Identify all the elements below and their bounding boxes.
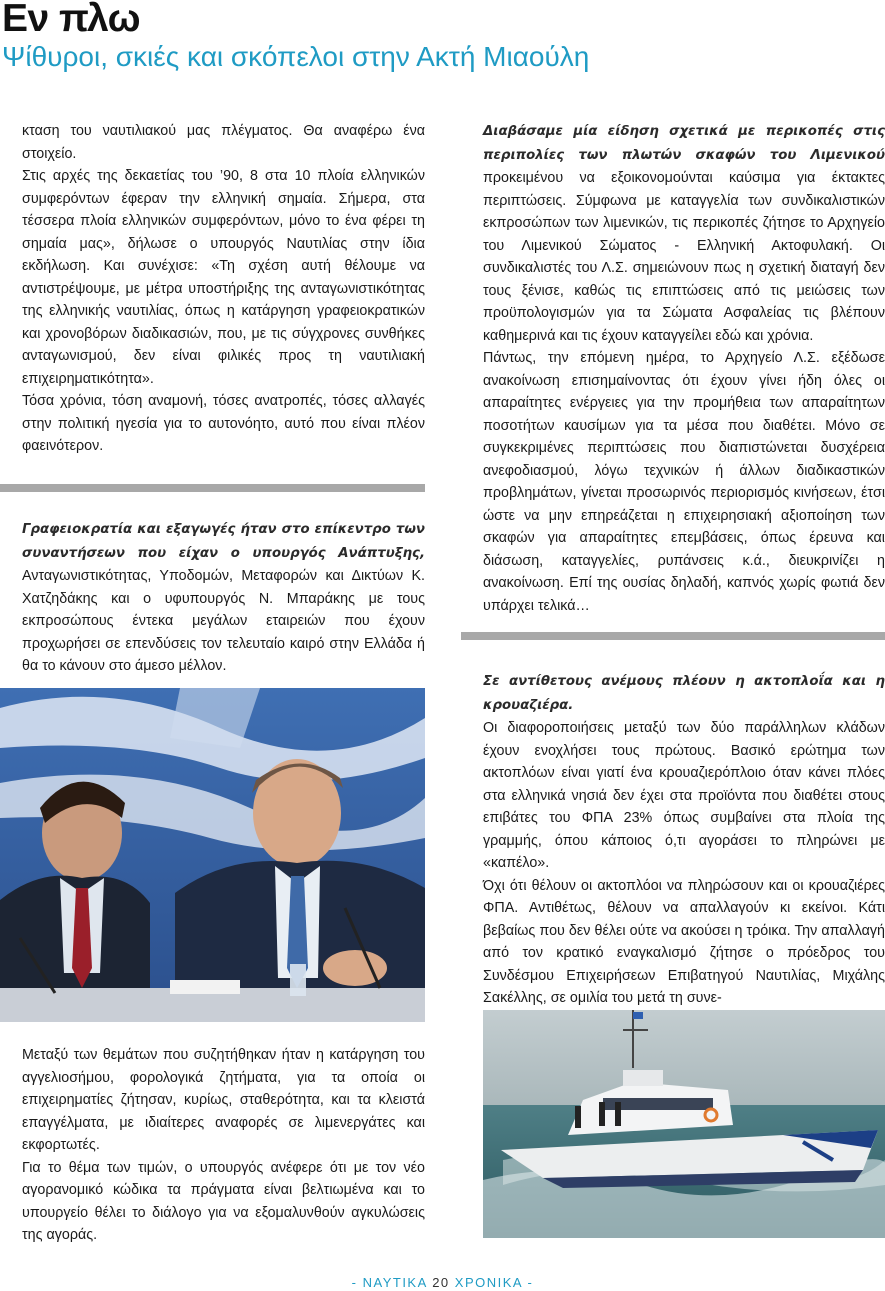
left-closing-text	[22, 1044, 425, 1247]
page-number: 20	[432, 1275, 450, 1290]
section-subtitle: Ψίθυροι, σκιές και σκόπελοι στην Ακτή Μιαούλη	[2, 41, 590, 72]
paragraph: Οι διαφοροποιήσεις μεταξύ των δύο παράλληλων κλάδων έχουν ενοχλήσει τους πρώτους. Βασικό ερώτημα των ακτοπλόων είναι γιατί ένα κρουαζιερόπλοιο όταν κάνει πλόες στα ελληνικά νησιά δεν έχει στα προϊόντα που διαθέτει στους επιβάτες του ΦΠΑ 23% όπως συμβαίνει στα πλοία της γραμμής, όπου κάποιος ό,τι αγοράσει το πληρώνει με «καπέλο».	[483, 720, 885, 871]
paragraph: κταση του ναυτιλιακού μας πλέγματος. Θα αναφέρω ένα στοιχείο.	[22, 123, 425, 162]
story-lead-tail: προκειμένου να εξοικονομούνται καύσιμα για έκτακτες περιπτώσεις. Σύμφωνα με καταγγελία των συνδικαλιστικών εκπροσώπων των λιμενικών, τις περικοπές ζήτησε το Αρχηγείο του Λιμενικού Σώματος - Ελληνική Ακτοφυλακή. Οι συνδικαλιστές του Λ.Σ. σημειώνουν πως η σχετική διαταγή δεν τους ξένισε, καθώς τις επιπτώσεις από τις μειώσεις των προϋπολογισμών για τα Σώματα Ασφαλείας τις βλέπουν καθημερινά και τις έχουν καταγγείλει εδώ και χρόνια.	[483, 170, 885, 344]
story-lead-para	[461, 670, 885, 717]
story-text	[461, 120, 885, 347]
paragraph: Πάντως, την επόμενη ημέρα, το Αρχηγείο Λ.Σ. εξέδωσε ανακοίνωση επισημαίνοντας ότι έχουν γίνει ήδη όλες οι απαραίτητες ενέργειες για την προμήθεια των απαραίτητων ποσοτήτων καυσίμων για τα μέσα που διαθέτει. Μόνο σε συγκεκριμένες περιπτώσεις που διαπιστώνεται δυσχέρεια ανεφοδιασμού, λόγω τεχνικών ή άλλων διαδικαστικών προβλημάτων, γίνεται προσωρινός περιορισμός κινήσεων, έτσι ώστε να μην επηρεάζεται η επιχειρησιακή αξιοποίηση των σκαφών για απαραίτητες επεμβάσεις, όπως έρευνα και διάσωση, καταγγελίες, ρυπάνσεις κ.ά., διευκρινίζει η ανακοίνωση. Επί της ουσίας δηλαδή, καπνός χωρίς φωτιά δεν υπάρχει τελικά…	[483, 350, 885, 614]
ministers-meeting-photo	[0, 688, 425, 1022]
paragraph: Για το θέμα των τιμών, ο υπουργός ανέφερε ότι με τον νέο αγορανομικό κώδικα τα πράγματα είναι βελτιωμένα και το υπουργείο θέλει το διάλογο για να εξομαλυνθούν αγκυλώσεις της αγοράς.	[22, 1159, 425, 1243]
story-lead: Σε αντίθετους ανέμους πλέουν η ακτοπλοΐα και η κρουαζιέρα.	[483, 674, 885, 713]
paragraph: Όχι ότι θέλουν οι ακτοπλόοι να πληρώσουν και οι κρουαζιέρες ΦΠΑ. Αντιθέτως, θέλουν να απαλλαγούν κι εκείνοι. Κάτι βεβαίως που δεν θέλει ούτε να ακούσει η τρόικα. Την απαλλαγή από τον κρατικό εναγκαλισμό ζήτησε ο πρόεδρος του Συνδέσμου Επιχειρήσεων Επιβατηγού Ναυτιλίας, Μιχάλης Σακέλλης, σε ομιλία του μετά τη συνε-	[483, 877, 885, 1006]
section-divider	[461, 632, 885, 640]
section-divider	[0, 484, 425, 492]
footer-left: - ΝΑΥΤΙΚΑ	[351, 1275, 428, 1290]
right-story-2	[461, 670, 885, 1010]
left-story-2	[0, 518, 425, 678]
left-intro-text	[22, 120, 425, 458]
paragraph: Στις αρχές της δεκαετίας του ’90, 8 στα 10 πλοία ελληνικών συμφερόντων έφεραν την ελληνική σημαία. Σήμερα, στα τέσσερα πλοία ελληνικών συμφερόντων, μόνο το ένα φέρει τη σημαία μας», δήλωσε ο υπουργός Ναυτιλίας στην ίδια εκδήλωση. Και συνέχισε: «Τη σχέση αυτή θέλουμε να αντιστρέψουμε, με μέτρα υποστήριξης της ανταγωνιστικότητας της ελληνικής ναυτιλίας, όπως η κατάργηση γραφειοκρατικών και χρονοβόρων διαδικασιών, που, με τις σύγχρονες συνθήκες ανταγωνισμού, δεν είναι φιλικές προς τη ναυτιλιακή επιχειρηματικότητα».	[22, 168, 425, 387]
patrol-boat-photo	[483, 1010, 885, 1238]
right-story-1	[461, 120, 885, 617]
paragraph: Μεταξύ των θεμάτων που συζητήθηκαν ήταν η κατάργηση του αγγελιοσήμου, φορολογικά ζητήματα, για τα οποία οι επιχειρηματίες ζήτησαν, κυρίως, σταθερότητα, και τα κλειστά επαγγέλματα, με ιδιαίτερες αναφορές σε λιμενεργάτες και εκφορτωτές.	[22, 1047, 425, 1153]
paragraph: Τόσα χρόνια, τόση αναμονή, τόσες ανατροπές, τόσες αλλαγές στην πολιτική ηγεσία για το αυτονόητο, αυτό που είναι πλέον φαεινότερον.	[22, 393, 425, 454]
footer-right: ΧΡΟΝΙΚΑ -	[454, 1275, 534, 1290]
story-lead: Διαβάσαμε μία είδηση σχετικά με περικοπές στις περιπολίες των πλωτών σκαφών του Λιμενικού	[483, 124, 885, 163]
section-title: Εν πλω	[2, 0, 141, 40]
story-text	[0, 518, 425, 678]
page-footer	[0, 1275, 885, 1290]
story-lead: Γραφειοκρατία και εξαγωγές ήταν στο επίκεντρο των συναντήσεων που είχαν ο υπουργός Ανάπτυξης,	[22, 522, 425, 561]
story-body: Ανταγωνιστικότητας, Υποδομών, Μεταφορών και Δικτύων Κ. Χατζηδάκης και ο υφυπουργός Ν. Μπαράκης με τους εκπροσώπους έντεκα μεγάλων εταιρειών που έχουν προχωρήσει σε επενδύσεις τον τελευταίο καιρό στην Ελλάδα ή θα το κάνουν στο άμεσο μέλλον.	[22, 568, 425, 674]
